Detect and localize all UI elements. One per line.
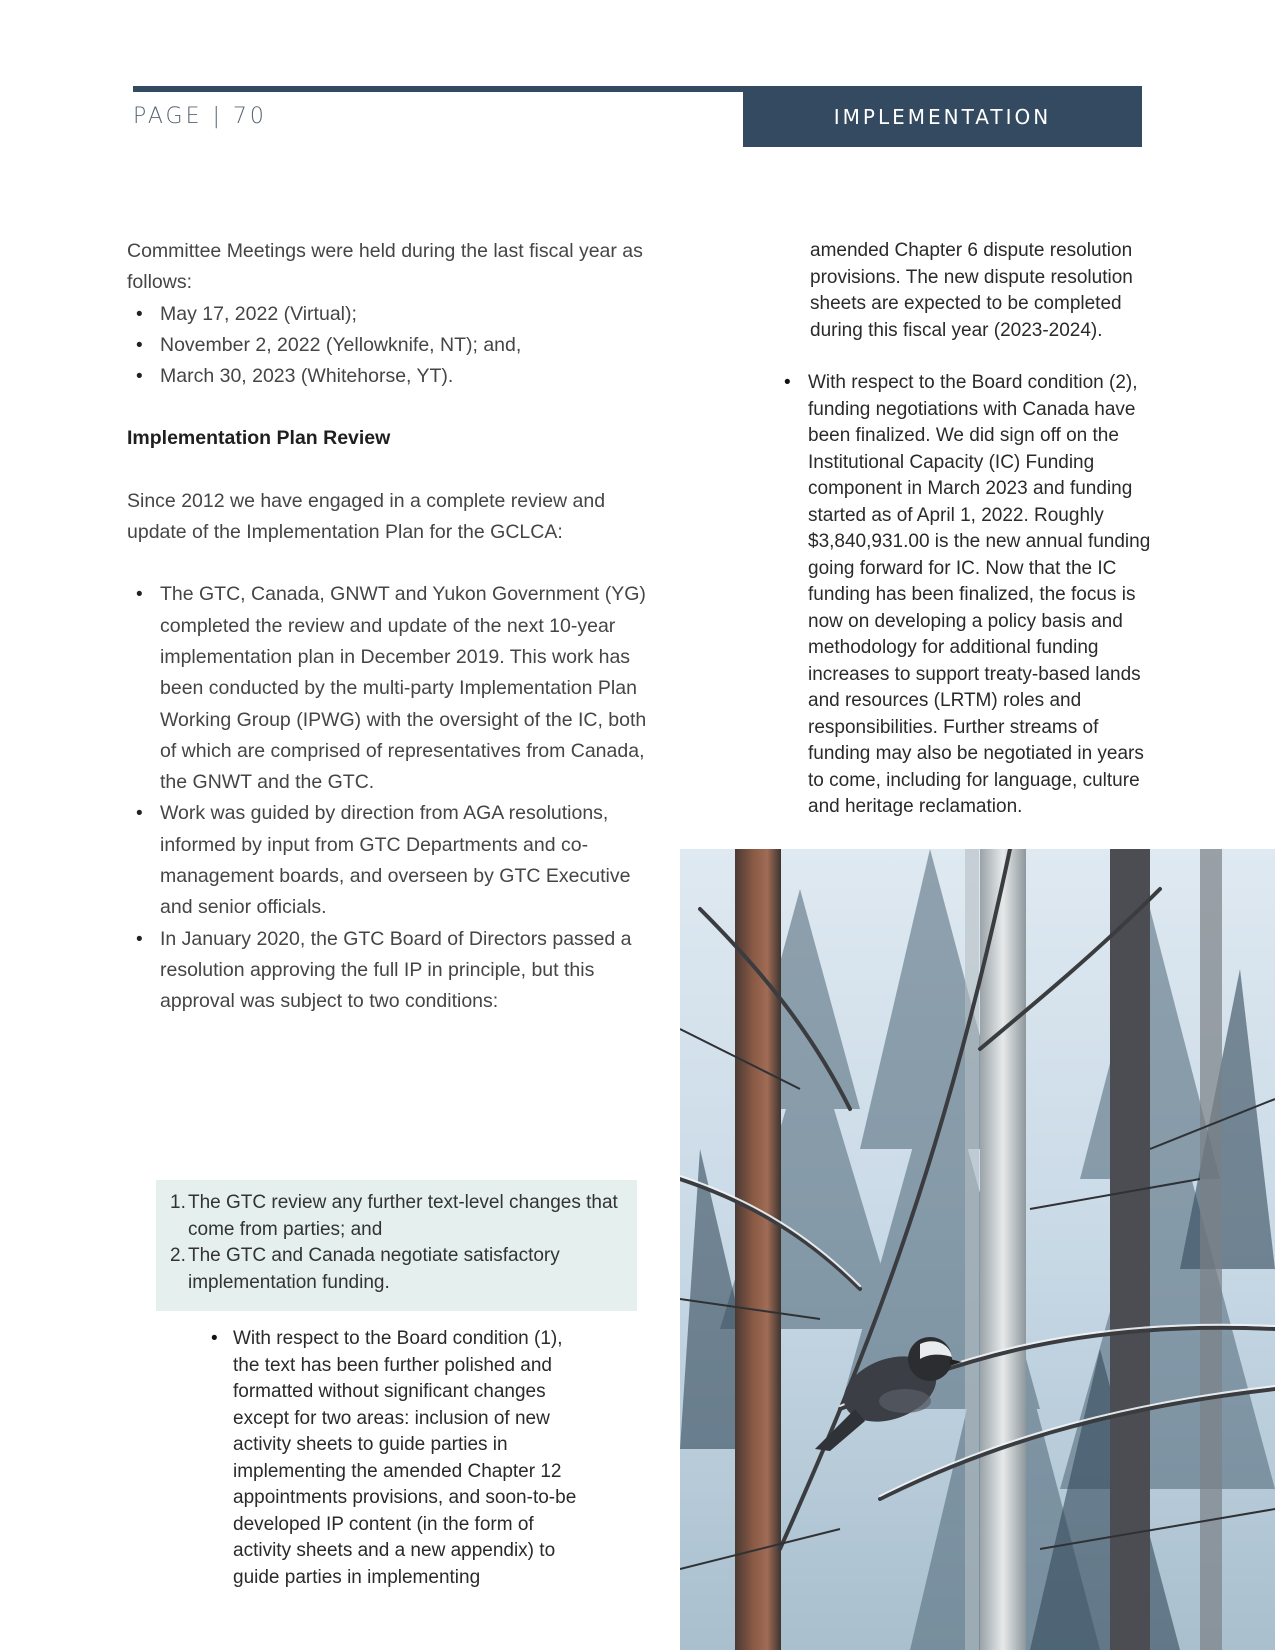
conditions-list — [170, 1190, 629, 1296]
meetings-list — [127, 299, 647, 393]
section-heading: Implementation Plan Review — [127, 427, 391, 450]
list-item: 2. The GTC and Canada negotiate satisfactory implementation funding. — [170, 1245, 560, 1293]
left-column — [127, 236, 647, 1018]
condition-2-response — [782, 370, 1162, 821]
condition-1-response — [207, 1326, 587, 1591]
section-title: IMPLEMENTATION — [743, 86, 1142, 147]
list-item: • March 30, 2023 (Whitehorse, YT). — [127, 361, 647, 392]
review-intro: Since 2012 we have engaged in a complete review and update of the Implementation Plan for the GCLCA: — [127, 489, 606, 544]
list-item: • November 2, 2022 (Yellowknife, NT); and, — [127, 330, 647, 361]
list-item: • With respect to the Board condition (2), funding negotiations with Canada have been finalized. We did sign off on the Institutional Capacity (IC) Funding component in March 2023 and funding started as of April 1, 2022. Roughly $3,840,931.00 is the new annual funding going forward for IC. Now that the IC funding has been finalized, the focus is now on developing a policy basis and methodology for additional funding increases to support treaty-based lands and resources (LRTM) roles and responsibilities. Further streams of funding may also be negotiated in years to come, including for language, culture and heritage reclamation. — [782, 370, 1162, 821]
meetings-intro: Committee Meetings were held during the last fiscal year as follows: — [127, 240, 643, 294]
list-item: • In January 2020, the GTC Board of Directors passed a resolution approving the full IP in principle, but this approval was subject to two conditions: — [127, 924, 647, 1018]
list-item: 1. The GTC review any further text-level changes that come from parties; and — [170, 1192, 618, 1240]
list-item: • May 17, 2022 (Virtual); — [127, 299, 647, 330]
list-item: • Work was guided by direction from AGA resolutions, informed by input from GTC Departments and co-management boards, and overseen by GTC Executive and senior officials. — [127, 798, 647, 923]
condition-1-continued: amended Chapter 6 dispute resolution provisions. The new dispute resolution sheets are expected to be completed during this fiscal year (2023-2024). — [810, 240, 1133, 341]
list-item: • The GTC, Canada, GNWT and Yukon Government (YG) completed the review and update of the next 10-year implementation plan in December 2019. This work has been conducted by the multi-party Implementation Plan Working Group (IPWG) with the oversight of the IC, both of which are comprised of representatives from Canada, the GNWT and the GTC. — [127, 579, 647, 798]
list-item: • With respect to the Board condition (1), the text has been further polished and formatted without significant changes except for two areas: inclusion of new activity sheets to guide parties in implementing the amended Chapter 12 appointments provisions, and soon-to-be developed IP content (in the form of activity sheets and a new appendix) to guide parties in implementing — [207, 1326, 587, 1591]
page-number: PAGE | 70 — [133, 104, 267, 129]
conditions-callout — [156, 1180, 637, 1311]
bird-in-winter-forest-photo — [680, 849, 1275, 1650]
review-list — [127, 579, 647, 1017]
